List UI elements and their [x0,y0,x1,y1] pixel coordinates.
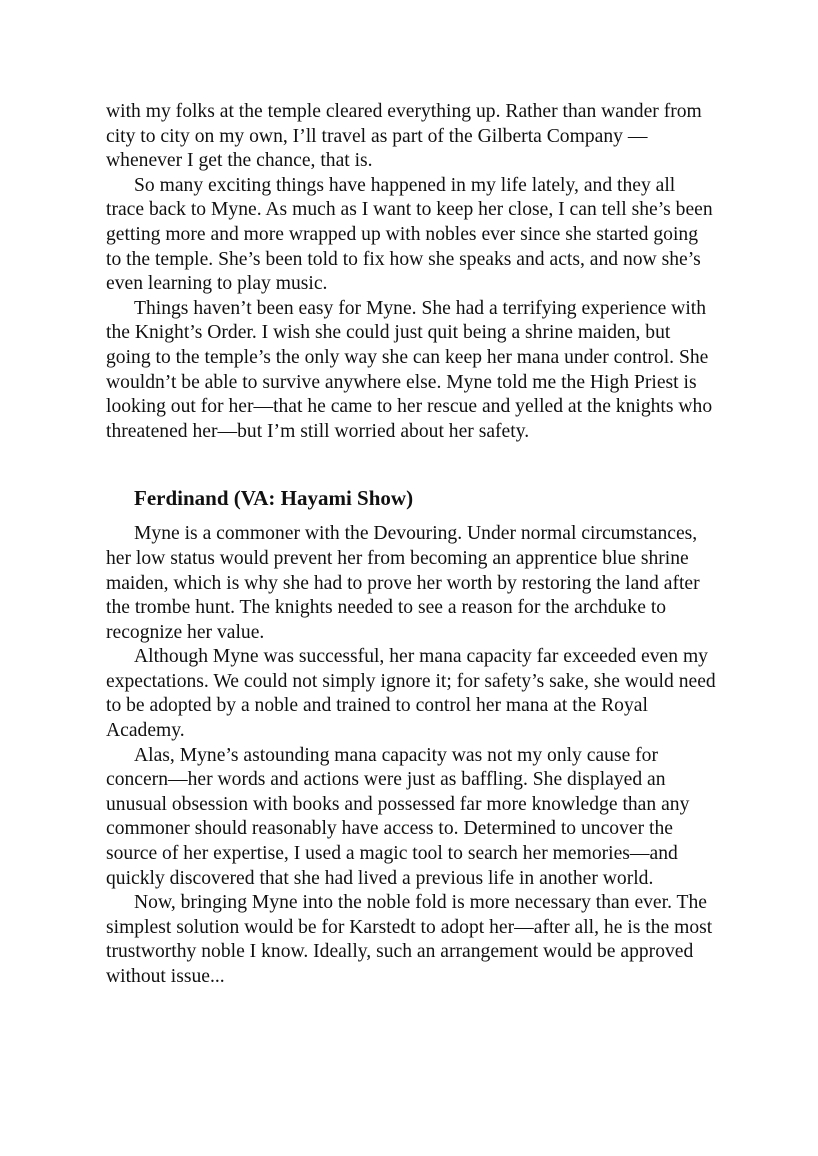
paragraph: Things haven’t been easy for Myne. She had a terrifying experience with the Knight’s Order. I wish she could just quit being a shrine maiden, but going to the temple’s the only way she can keep her mana under control. She wouldn’t be able to survive anywhere else. Myne told me the High Priest is looking out for her—that he came to her rescue and yelled at the knights who threatened her—but I’m still worried about her safety. [106,297,713,442]
paragraph: Alas, Myne’s astounding mana capacity was not my only cause for concern—her words and actions were just as baffling. She displayed an unusual obsession with books and possessed far more knowledge than any commoner should reasonably have access to. Determined to uncover the source of her expertise, I used a magic tool to search her memories—and quickly discovered that she had lived a previous life in another world. [106,744,690,889]
paragraph: Now, bringing Myne into the noble fold is more necessary than ever. The simplest solution would be for Karstedt to adopt her—after all, he is the most trustworthy noble I know. Ideally, such an arrangement would be approved without issue... [106,892,713,987]
section-heading: Ferdinand (VA: Hayami Show) [134,486,414,511]
paragraph-continuation: with my folks at the temple cleared everything up. Rather than wander from city to city on my own, I’ll travel as part of the Gilberta Company —whenever I get the chance, that is. [106,101,702,172]
book-page [106,100,718,990]
paragraph: Although Myne was successful, her mana capacity far exceeded even my expectations. We could not simply ignore it; for safety’s sake, she would need to be adopted by a noble and trained to control her mana at the Royal Academy. [106,646,716,742]
paragraph: So many exciting things have happened in my life lately, and they all trace back to Myne. As much as I want to keep her close, I can tell she’s been getting more and more wrapped up with nobles ever since she started going to the temple. She’s been told to fix how she speaks and acts, and now she’s even learning to play music. [106,174,713,295]
paragraph: Myne is a commoner with the Devouring. Under normal circumstances, her low status would prevent her from becoming an apprentice blue shrine maiden, which is why she had to prove her worth by restoring the land after the trombe hunt. The knights needed to see a reason for the archduke to recognize her value. [106,523,700,643]
